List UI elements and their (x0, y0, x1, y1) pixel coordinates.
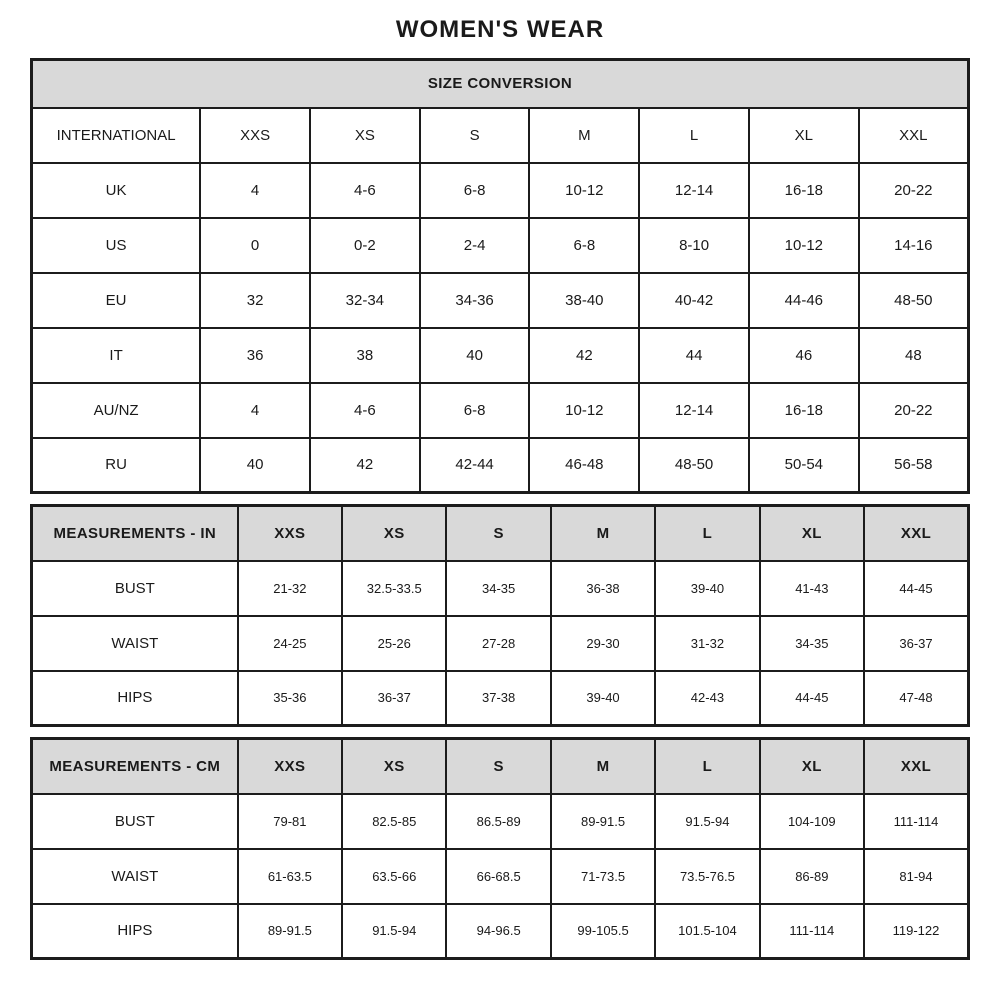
size-value-cell: 16-18 (749, 163, 859, 218)
size-column-header: XS (342, 739, 446, 794)
measurement-value-cell: 36-37 (342, 671, 446, 726)
table-row (32, 273, 969, 328)
size-conversion-table (30, 58, 970, 494)
measurement-value-cell: 82.5-85 (342, 794, 446, 849)
size-column-header: S (446, 739, 550, 794)
size-column-header: XXL (864, 506, 968, 561)
size-column-header: M (529, 108, 639, 163)
measurement-value-cell: 119-122 (864, 904, 968, 959)
measurement-value-cell: 91.5-94 (655, 794, 759, 849)
size-column-header: XS (342, 506, 446, 561)
size-column-header: L (655, 506, 759, 561)
size-column-header: INTERNATIONAL (32, 108, 201, 163)
measurement-value-cell: 27-28 (446, 616, 550, 671)
size-value-cell: 20-22 (859, 163, 969, 218)
measurement-value-cell: 71-73.5 (551, 849, 655, 904)
size-value-cell: 4 (200, 383, 310, 438)
size-value-cell: 48 (859, 328, 969, 383)
measurement-row-label: WAIST (32, 849, 238, 904)
measurement-row-label: HIPS (32, 904, 238, 959)
size-value-cell: 32-34 (310, 273, 420, 328)
measurement-value-cell: 36-38 (551, 561, 655, 616)
size-value-cell: 46-48 (529, 438, 639, 493)
size-column-header: XS (310, 108, 420, 163)
size-value-cell: 50-54 (749, 438, 859, 493)
size-value-cell: 0 (200, 218, 310, 273)
size-value-cell: 56-58 (859, 438, 969, 493)
size-value-cell: 4 (200, 163, 310, 218)
size-value-cell: 46 (749, 328, 859, 383)
size-value-cell: 44 (639, 328, 749, 383)
size-value-cell: 40-42 (639, 273, 749, 328)
measurement-value-cell: 104-109 (760, 794, 864, 849)
size-column-header: M (551, 506, 655, 561)
region-row-label: RU (32, 438, 201, 493)
measurements-cm-header: MEASUREMENTS - CM (32, 739, 238, 794)
size-value-cell: 32 (200, 273, 310, 328)
measurement-row-label: HIPS (32, 671, 238, 726)
size-value-cell: 38 (310, 328, 420, 383)
size-value-cell: 2-4 (420, 218, 530, 273)
table-row (32, 60, 969, 108)
table-row (32, 849, 969, 904)
size-value-cell: 42 (529, 328, 639, 383)
measurement-value-cell: 66-68.5 (446, 849, 550, 904)
measurement-value-cell: 31-32 (655, 616, 759, 671)
size-value-cell: 10-12 (529, 163, 639, 218)
page-title: WOMEN'S WEAR (395, 16, 605, 43)
region-row-label: IT (32, 328, 201, 383)
size-column-header: S (420, 108, 530, 163)
size-value-cell: 38-40 (529, 273, 639, 328)
size-value-cell: 14-16 (859, 218, 969, 273)
measurement-value-cell: 81-94 (864, 849, 968, 904)
measurement-value-cell: 111-114 (864, 794, 968, 849)
size-column-header: M (551, 739, 655, 794)
size-value-cell: 12-14 (639, 383, 749, 438)
measurement-value-cell: 111-114 (760, 904, 864, 959)
measurement-value-cell: 63.5-66 (342, 849, 446, 904)
size-column-header: XXL (859, 108, 969, 163)
size-value-cell: 16-18 (749, 383, 859, 438)
size-value-cell: 0-2 (310, 218, 420, 273)
size-value-cell: 36 (200, 328, 310, 383)
measurement-value-cell: 44-45 (864, 561, 968, 616)
measurement-value-cell: 44-45 (760, 671, 864, 726)
size-value-cell: 48-50 (859, 273, 969, 328)
size-value-cell: 40 (200, 438, 310, 493)
size-column-header: XL (760, 739, 864, 794)
size-value-cell: 8-10 (639, 218, 749, 273)
measurement-value-cell: 25-26 (342, 616, 446, 671)
size-value-cell: 10-12 (749, 218, 859, 273)
region-row-label: US (32, 218, 201, 273)
measurement-value-cell: 29-30 (551, 616, 655, 671)
measurements-in-header: MEASUREMENTS - IN (32, 506, 238, 561)
table-row (32, 108, 969, 163)
size-column-header: XXL (864, 739, 968, 794)
size-value-cell: 34-36 (420, 273, 530, 328)
measurement-value-cell: 89-91.5 (551, 794, 655, 849)
measurement-value-cell: 61-63.5 (238, 849, 342, 904)
table-row (32, 616, 969, 671)
measurement-value-cell: 101.5-104 (655, 904, 759, 959)
measurements-in-table (30, 504, 970, 727)
measurement-value-cell: 37-38 (446, 671, 550, 726)
table-row (32, 328, 969, 383)
measurement-value-cell: 79-81 (238, 794, 342, 849)
measurement-value-cell: 89-91.5 (238, 904, 342, 959)
measurement-value-cell: 94-96.5 (446, 904, 550, 959)
measurement-value-cell: 91.5-94 (342, 904, 446, 959)
table-row (32, 904, 969, 959)
measurement-value-cell: 36-37 (864, 616, 968, 671)
size-column-header: XXS (200, 108, 310, 163)
measurement-row-label: BUST (32, 561, 238, 616)
size-value-cell: 4-6 (310, 163, 420, 218)
measurement-value-cell: 99-105.5 (551, 904, 655, 959)
size-value-cell: 48-50 (639, 438, 749, 493)
table-row (32, 794, 969, 849)
measurement-value-cell: 32.5-33.5 (342, 561, 446, 616)
table-row (32, 671, 969, 726)
size-value-cell: 44-46 (749, 273, 859, 328)
size-value-cell: 4-6 (310, 383, 420, 438)
size-value-cell: 20-22 (859, 383, 969, 438)
size-value-cell: 6-8 (420, 383, 530, 438)
size-value-cell: 6-8 (420, 163, 530, 218)
measurement-value-cell: 73.5-76.5 (655, 849, 759, 904)
measurement-value-cell: 34-35 (760, 616, 864, 671)
size-value-cell: 12-14 (639, 163, 749, 218)
measurement-value-cell: 86-89 (760, 849, 864, 904)
measurement-row-label: WAIST (32, 616, 238, 671)
measurement-value-cell: 34-35 (446, 561, 550, 616)
size-conversion-header: SIZE CONVERSION (32, 60, 969, 108)
table-row (32, 218, 969, 273)
measurement-row-label: BUST (32, 794, 238, 849)
region-row-label: UK (32, 163, 201, 218)
table-row (32, 163, 969, 218)
size-value-cell: 10-12 (529, 383, 639, 438)
measurement-value-cell: 39-40 (551, 671, 655, 726)
measurements-cm-table (30, 737, 970, 960)
size-column-header: XXS (238, 506, 342, 561)
table-row (32, 561, 969, 616)
size-column-header: S (446, 506, 550, 561)
size-column-header: XXS (238, 739, 342, 794)
size-value-cell: 42 (310, 438, 420, 493)
table-row (32, 506, 969, 561)
table-row (32, 739, 969, 794)
table-row (32, 383, 969, 438)
region-row-label: AU/NZ (32, 383, 201, 438)
measurement-value-cell: 21-32 (238, 561, 342, 616)
measurement-value-cell: 24-25 (238, 616, 342, 671)
measurement-value-cell: 42-43 (655, 671, 759, 726)
measurement-value-cell: 39-40 (655, 561, 759, 616)
size-column-header: L (655, 739, 759, 794)
measurement-value-cell: 86.5-89 (446, 794, 550, 849)
measurement-value-cell: 41-43 (760, 561, 864, 616)
size-value-cell: 42-44 (420, 438, 530, 493)
region-row-label: EU (32, 273, 201, 328)
size-column-header: XL (760, 506, 864, 561)
size-column-header: L (639, 108, 749, 163)
size-value-cell: 40 (420, 328, 530, 383)
size-value-cell: 6-8 (529, 218, 639, 273)
measurement-value-cell: 47-48 (864, 671, 968, 726)
size-column-header: XL (749, 108, 859, 163)
measurement-value-cell: 35-36 (238, 671, 342, 726)
table-row (32, 438, 969, 493)
